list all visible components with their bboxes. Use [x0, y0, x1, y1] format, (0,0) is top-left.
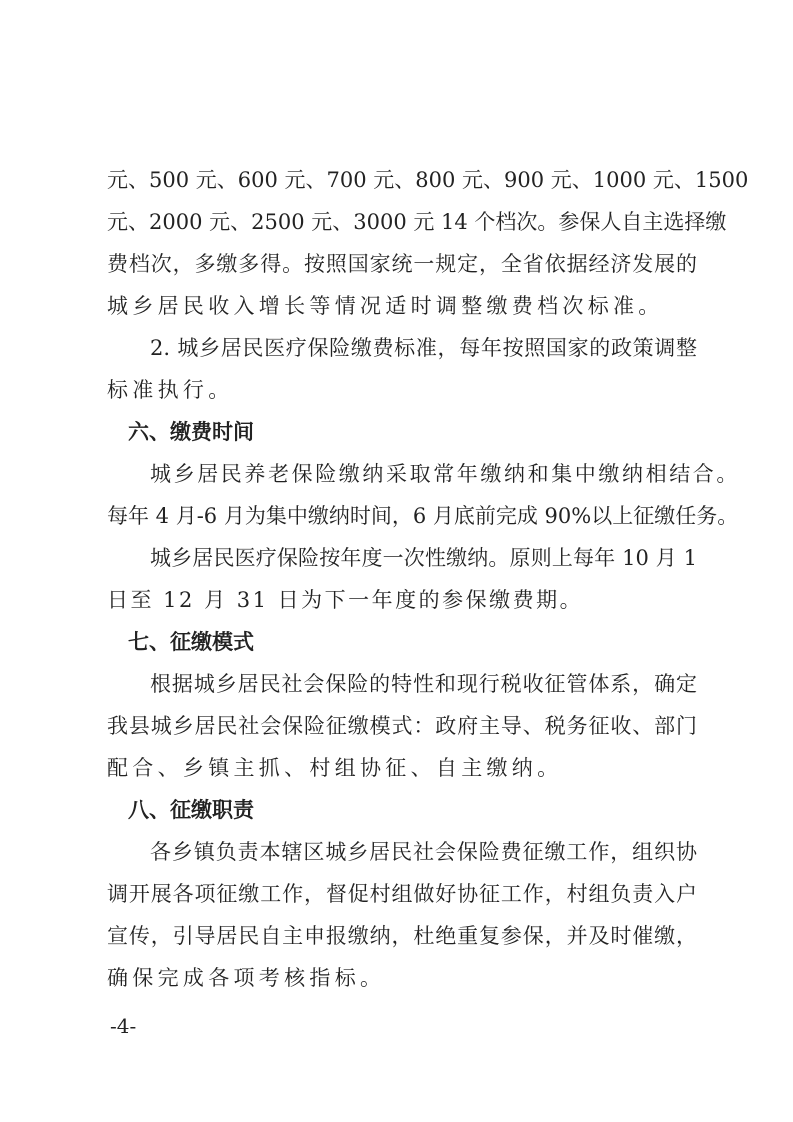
body-line: 根据城乡居民社会保险的特性和现行税收征管体系，确定 — [150, 672, 697, 696]
body-line: 确保完成各项考核指标。 — [107, 966, 386, 990]
body-line: 调开展各项征缴工作，督促村组做好协征工作，村组负责入户 — [107, 882, 697, 906]
body-line: 日至 12 月 31 日为下一年度的参保缴费期。 — [107, 588, 584, 612]
section-heading-7: 七、征缴模式 — [128, 630, 254, 654]
page-number: -4- — [110, 1014, 137, 1038]
body-line: 元、500 元、600 元、700 元、800 元、900 元、1000 元、1500 — [107, 168, 749, 192]
body-line: 配合、乡镇主抓、村组协征、自主缴纳。 — [107, 756, 563, 780]
section-heading-6: 六、缴费时间 — [128, 420, 254, 444]
body-line: 城乡居民医疗保险按年度一次性缴纳。原则上每年 10 月 1 — [150, 546, 697, 570]
body-line: 费档次，多缴多得。按照国家统一规定，全省依据经济发展的 — [107, 252, 697, 276]
body-line: 每年 4 月-6 月为集中缴纳时间，6 月底前完成 90%以上征缴任务。 — [107, 504, 739, 528]
body-line: 我县城乡居民社会保险征缴模式：政府主导、税务征收、部门 — [107, 714, 697, 738]
body-line: 标准执行。 — [107, 378, 234, 402]
body-line: 各乡镇负责本辖区城乡居民社会保险费征缴工作，组织协 — [150, 840, 697, 864]
body-line: 宣传，引导居民自主申报缴纳，杜绝重复参保，并及时催缴， — [107, 924, 697, 948]
body-line: 城乡居民收入增长等情况适时调整缴费档次标准。 — [107, 294, 664, 318]
section-heading-8: 八、征缴职责 — [128, 798, 254, 822]
body-line: 2. 城乡居民医疗保险缴费标准，每年按照国家的政策调整 — [150, 336, 697, 360]
body-line: 元、2000 元、2500 元、3000 元 14 个档次。参保人自主选择缴 — [107, 210, 727, 234]
body-line: 城乡居民养老保险缴纳采取常年缴纳和集中缴纳相结合。 — [150, 462, 740, 486]
